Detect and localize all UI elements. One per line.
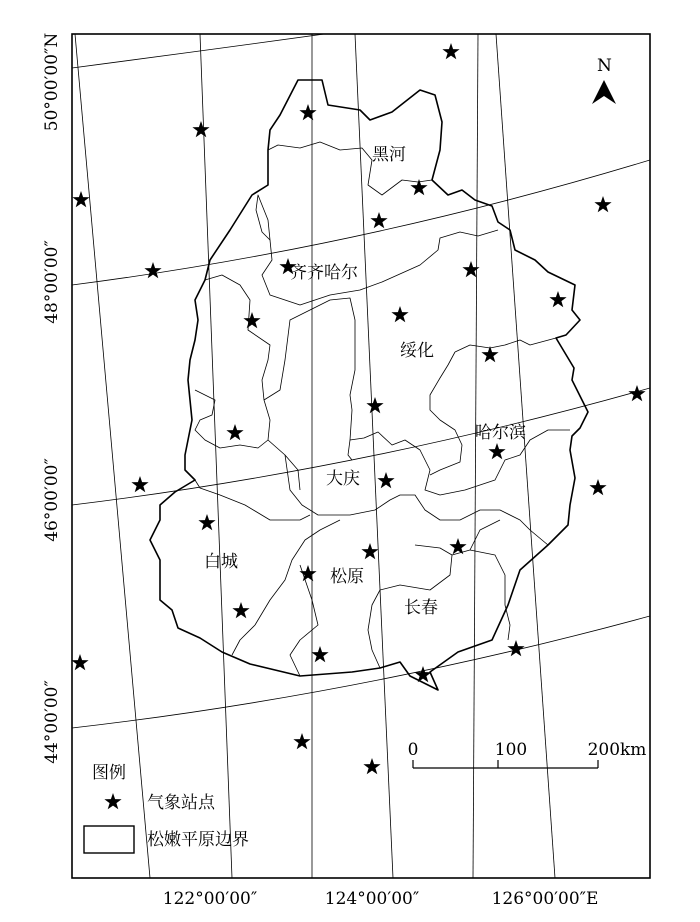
station-star-icon [243, 312, 260, 328]
city-label-changchun: 长春 [404, 598, 438, 618]
legend-station-label: 气象站点 [147, 793, 215, 813]
weather-stations [71, 43, 645, 774]
station-star-icon [507, 640, 524, 656]
legend-boundary-label: 松嫩平原边界 [147, 830, 249, 850]
city-label-baicheng: 白城 [204, 552, 238, 572]
longitude-line-1 [75, 34, 150, 878]
station-star-icon [363, 758, 380, 774]
city-label-qiqihar: 齐齐哈尔 [290, 263, 358, 283]
latitude-line-48 [72, 160, 650, 285]
admin-boundaries [195, 142, 570, 676]
city-label-suihua: 绥化 [400, 341, 434, 361]
lat-label-46: 46°00′00″ [42, 458, 62, 542]
lon-label-124: 124°00′00″ [324, 889, 420, 909]
station-star-icon [131, 476, 148, 492]
city-label-heihe: 黑河 [372, 145, 406, 165]
north-arrow-icon [592, 80, 616, 104]
legend [84, 763, 249, 853]
station-star-icon [589, 479, 606, 495]
station-star-icon [71, 654, 88, 670]
lon-label-122: 122°00′00″ [162, 889, 258, 909]
legend-boundary-swatch [84, 826, 134, 853]
legend-title: 图例 [92, 763, 126, 783]
station-star-icon [299, 104, 316, 120]
longitude-labels [163, 889, 599, 909]
station-star-icon [192, 121, 209, 137]
station-star-icon [549, 291, 566, 307]
north-arrow [592, 56, 616, 104]
scale-tick-100: 100 [494, 740, 528, 760]
latitude-labels [42, 33, 62, 764]
lon-label-126: 126°00′00″E [491, 889, 599, 909]
city-label-harbin: 哈尔滨 [475, 423, 526, 443]
station-star-icon [311, 646, 328, 662]
lat-label-44: 44°00′00″ [42, 680, 62, 764]
city-label-daqing: 大庆 [326, 469, 360, 489]
station-star-icon [481, 346, 498, 362]
station-star-icon [594, 196, 611, 212]
longitude-line-122 [200, 34, 232, 878]
scale-tick-0: 0 [407, 740, 419, 760]
latitude-line-46 [72, 388, 650, 505]
legend-star-icon [104, 793, 121, 809]
city-label-songyuan: 松原 [330, 567, 364, 587]
station-star-icon [293, 733, 310, 749]
lat-label-50: 50°00′00″N [42, 32, 62, 132]
latitude-line-44 [72, 616, 650, 728]
station-star-icon [72, 191, 89, 207]
longitude-line-125 [473, 34, 478, 878]
station-star-icon [226, 424, 243, 440]
station-star-icon [377, 472, 394, 488]
station-star-icon [442, 43, 459, 59]
station-star-icon [366, 397, 383, 413]
plain-boundary [150, 80, 588, 690]
graticule [72, 0, 650, 878]
station-star-icon [370, 212, 387, 228]
station-star-icon [391, 306, 408, 322]
station-star-icon [198, 514, 215, 530]
scale-tick-200: 200km [587, 740, 647, 760]
city-labels [204, 145, 526, 618]
north-label: N [597, 56, 612, 76]
station-star-icon [361, 543, 378, 559]
station-star-icon [488, 443, 505, 459]
lat-label-48: 48°00′00″ [42, 240, 62, 324]
station-star-icon [144, 262, 161, 278]
station-star-icon [299, 565, 316, 581]
station-star-icon [232, 602, 249, 618]
scale-bar [408, 740, 647, 768]
